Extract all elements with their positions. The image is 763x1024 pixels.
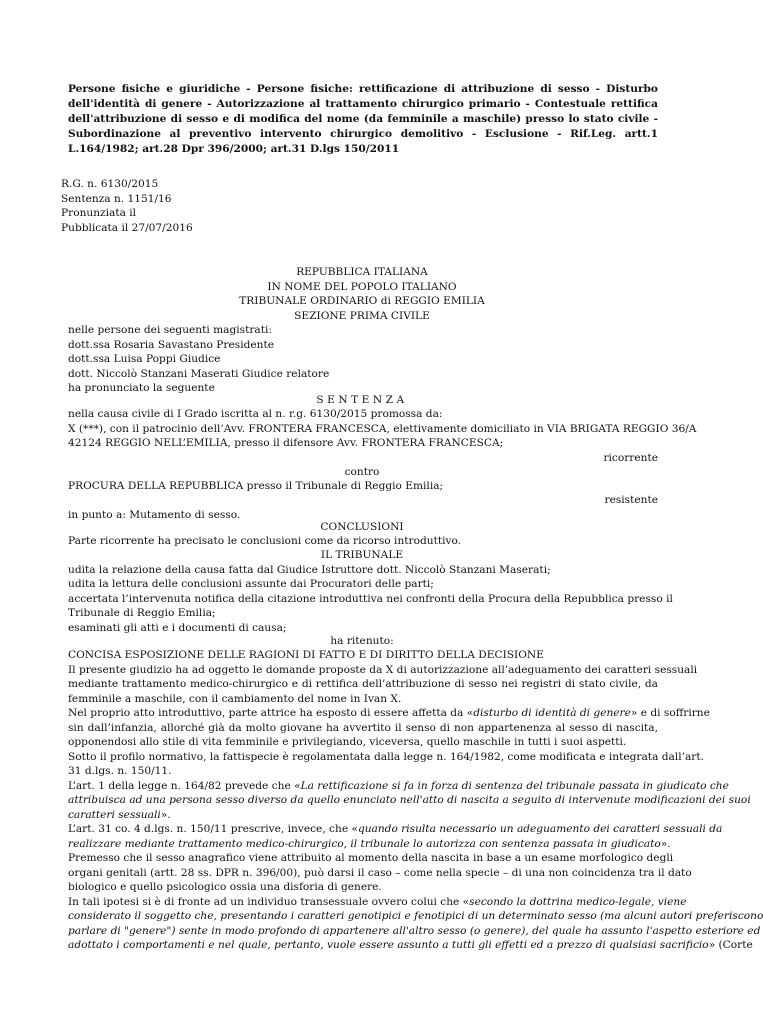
body-line (68, 895, 687, 910)
cause-line: X (***), con il patrocinio dell’Avv. FRONTERA FRANCESCA, elettivamente domiciliato in VIA BRIGATA REGGIO 36/A (68, 422, 697, 435)
magistrate-president: dott.ssa Rosaria Savastano Presidente (68, 338, 274, 351)
body-line: biologico e quello psicologico ossia una disforia di genere. (68, 881, 382, 893)
body-heading: CONCISA ESPOSIZIONE DELLE RAGIONI DI FATTO E DI DIRITTO DELLA DECISIONE (68, 649, 544, 661)
body-line (68, 706, 710, 721)
parties-block (68, 407, 697, 451)
body-quote: realizzare mediante trattamento medico-chirurgico, il tribunale lo autorizza con sentenza passata in giudicato (68, 837, 661, 850)
sentenza-heading: SENTENZA (316, 394, 408, 406)
sentenza-number: Sentenza n. 1151/16 (61, 192, 172, 205)
body-line (68, 837, 671, 852)
conclusioni-text: Parte ricorrente ha precisato le conclusioni come da ricorso introduttivo. (68, 535, 462, 547)
body-line: organi genitali (artt. 28 ss. DPR n. 396/00), può darsi il caso – come nella specie – di una non coincidenza tra il dato (68, 866, 692, 879)
pronunziata-date: Pronunziata il (61, 207, 137, 219)
body-text: » (Corte (708, 939, 753, 951)
body-quote: parlare di "genere") sente in modo profondo di appartenere all'altro sesso (o genere), del quale ha assunto l'aspetto esteriore ed (68, 924, 761, 937)
title-line: dell'attribuzione di sesso e di modifica del nome (da femminile a maschile) presso lo stato civile - (68, 113, 658, 125)
title-line: L.164/1982; art.28 Dpr 396/2000; art.31 D.lgs 150/2011 (68, 143, 400, 155)
tribunale-line: esaminati gli atti e i documenti di causa; (68, 621, 287, 634)
respondent-line: PROCURA DELLA REPUBBLICA presso il Tribunale di Reggio Emilia; (68, 480, 444, 492)
body-text: L’art. 1 della legge n. 164/82 prevede che « (68, 779, 301, 792)
title-line: dell'identità di genere - Autorizzazione al trattamento chirurgico primario - Contestuale rettifica (68, 98, 658, 110)
body-text: ». (660, 837, 671, 850)
case-metadata (61, 177, 193, 235)
ritenuto-label: ha ritenuto: (330, 635, 394, 647)
body-text: In tali ipotesi si è di fronte ad un individuo transessuale ovvero colui che « (68, 895, 470, 908)
cause-line: 42124 REGGIO NELL’EMILIA, presso il difensore Avv. FRONTERA FRANCESCA; (68, 437, 504, 449)
decision-body (68, 648, 763, 953)
body-quote: disturbo di identità di genere (473, 707, 631, 719)
body-line: Sotto il profilo normativo, la fattispecie è regolamentata dalla legge n. 164/1982, come modificata e integrata dall’art. (68, 750, 704, 763)
body-line: sin dall’infanzia, allorché già da molto giovane ha avvertito il senso di non appartenenza al sesso di nascita, (68, 721, 658, 734)
body-line (68, 808, 658, 823)
subject-line: in punto a: Mutamento di sesso. (68, 509, 241, 521)
body-line: mediante trattamento medico-chirurgico e di rettifica dell’attribuzione di sesso nei registri di stato civile, da (68, 678, 658, 690)
contro-label: contro (344, 466, 380, 478)
heading-people: IN NOME DEL POPOLO ITALIANO (267, 280, 457, 293)
body-line (68, 793, 751, 808)
body-text: » e di soffrirne (630, 707, 710, 719)
pubblicata-date: Pubblicata il 27/07/2016 (61, 221, 193, 234)
magistrate-judge: dott.ssa Luisa Poppi Giudice (68, 353, 221, 365)
body-line: femminile a maschile, con il cambiamento del nome in Ivan X. (68, 692, 402, 705)
resistente-label: resistente (604, 494, 658, 506)
body-line (68, 779, 729, 794)
heading-section: SEZIONE PRIMA CIVILE (294, 309, 430, 322)
body-line (68, 909, 763, 924)
heading-republic: REPUBBLICA ITALIANA (296, 266, 428, 278)
body-quote: considerato il soggetto che, presentando i caratteri genotipici e fenotipici di un determinato sesso (ma alcuni autori preferiscono (68, 910, 763, 922)
magistrates-intro: nelle persone dei seguenti magistrati: (68, 324, 272, 336)
body-text: ». (160, 808, 171, 821)
tribunale-block (68, 563, 673, 636)
body-line: opponendosi allo stile di vita femminile e privilegiando, viceversa, quello maschile in tutti i suoi aspetti. (68, 736, 627, 748)
magistrate-rapporteur: dott. Niccolò Stanzani Maserati Giudice relatore (68, 367, 330, 380)
body-line: Il presente giudizio ha ad oggetto le domande proposte da X di autorizzazione all’adeguamento dei caratteri sessuali (68, 663, 698, 676)
body-quote: attribuisca ad una persona sesso diverso da quello enunciato nell'atto di nascita a seguito di intervenute modificazioni dei suoi (68, 794, 751, 806)
tribunale-line: udita la relazione della causa fatta dal Giudice Istruttore dott. Niccolò Stanzani Maserati; (68, 563, 551, 576)
tribunale-heading: IL TRIBUNALE (320, 549, 404, 561)
magistrates-block (68, 323, 658, 396)
body-line (68, 938, 753, 953)
body-line (68, 924, 761, 939)
body-line (68, 822, 723, 837)
body-quote: secondo la dottrina medico-legale, viene (469, 895, 687, 908)
document-title (68, 82, 658, 157)
body-line: Premesso che il sesso anagrafico viene attribuito al momento della nascita in base a un esame morfologico degli (68, 852, 674, 864)
body-text: Nel proprio atto introduttivo, parte attrice ha esposto di essere affetta da « (68, 707, 474, 719)
body-quote: La rettificazione si fa in forza di sentenza del tribunale passata in giudicato che (300, 779, 729, 792)
ricorrente-label: ricorrente (603, 452, 658, 464)
tribunale-line: accertata l’intervenuta notifica della citazione introduttiva nei confronti della Procura della Repubblica presso il (68, 592, 673, 605)
tribunale-line: udita la lettura delle conclusioni assunte dai Procuratori delle parti; (68, 578, 434, 590)
body-quote: caratteri sessuali (68, 808, 161, 821)
title-line: Subordinazione al preventivo intervento chirurgico demolitivo - Esclusione - Rif.Leg. artt.1 (68, 128, 658, 140)
body-text: L’art. 31 co. 4 d.lgs. n. 150/11 prescrive, invece, che « (68, 823, 358, 835)
conclusioni-heading: CONCLUSIONI (320, 521, 404, 533)
title-line: Persone fisiche e giuridiche - Persone fisiche: rettificazione di attribuzione di sesso - Disturbo (68, 83, 658, 95)
magistrates-outro: ha pronunciato la seguente (68, 382, 215, 394)
rg-number: R.G. n. 6130/2015 (61, 178, 159, 190)
cause-line: nella causa civile di I Grado iscritta al n. r.g. 6130/2015 promossa da: (68, 408, 443, 420)
heading-court: TRIBUNALE ORDINARIO di REGGIO EMILIA (239, 295, 485, 307)
tribunale-line: Tribunale di Reggio Emilia; (68, 607, 216, 619)
body-line: 31 d.lgs. n. 150/11. (68, 765, 172, 777)
body-quote: adottato i comportamenti e nel quale, pertanto, vuole essere assunto a tutti gli effetti ed a prezzo di qualsiasi sacrificio (68, 939, 709, 951)
body-quote: quando risulta necessario un adeguamento dei caratteri sessuali da (357, 823, 723, 835)
